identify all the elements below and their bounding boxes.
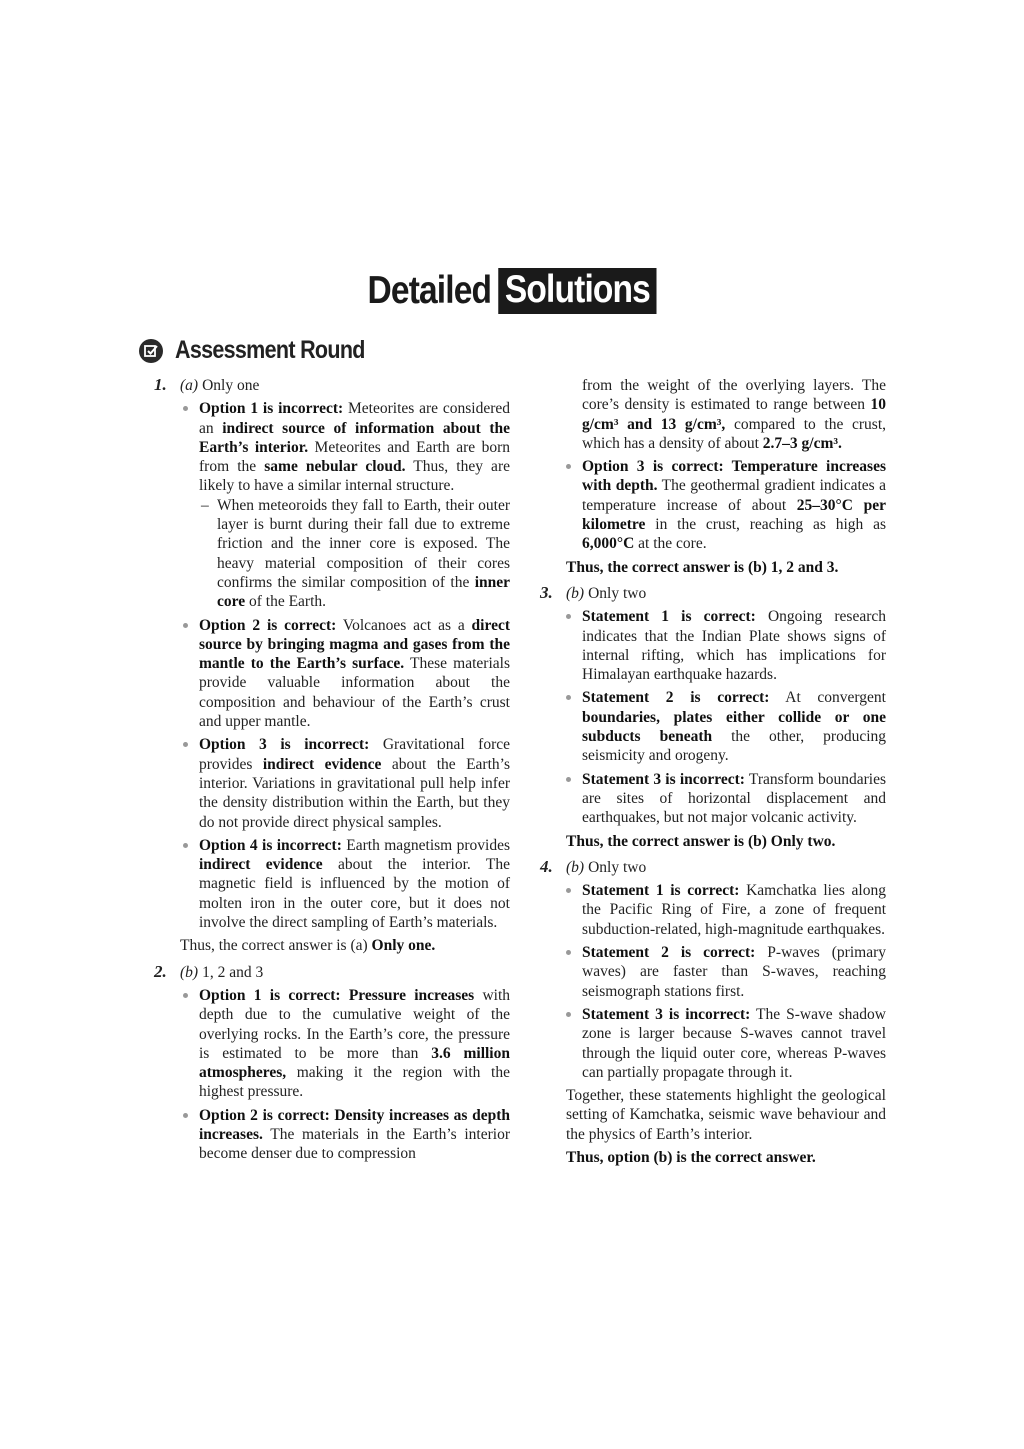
page-title (367, 268, 656, 314)
title-word-solutions: Solutions (498, 268, 657, 314)
answer-text: Only one (202, 377, 260, 394)
bullet-lead: Statement 3 is incorrect: (582, 770, 745, 788)
paragraph-bold: 2.7–3 g/cm³. (762, 434, 842, 452)
question-2-continued (540, 376, 886, 577)
bullet-text: Transform boundaries are sites of horizontal displacement and earthquakes, but not major volcanic activity. (582, 770, 887, 827)
bullet-bold: Temperature increases with depth. (582, 458, 886, 495)
bullet-text: Kamchatka lies along the Pacific Ring of Fire, a zone of frequent subduction-related, high-magnitude earthquakes. (582, 882, 886, 938)
list-item (154, 836, 510, 932)
bullet-bold: indirect evidence (199, 856, 323, 874)
list-item (154, 616, 510, 732)
bullet-lead: Option 3 is incorrect: (199, 736, 370, 754)
answer-bold: Thus, the correct answer is (b) (566, 832, 771, 850)
bullet-bold: 25–30°C per kilometre (582, 496, 886, 534)
answer-text: 1, 2 and 3 (202, 963, 264, 981)
sub-text: When meteoroids they fall to Earth, their outer layer is burnt during their fall due to extreme friction and the inner core is exposed. The heavy material composition of their cores confirms the similar composition of the (217, 496, 510, 591)
sub-list (199, 496, 510, 612)
question-header (540, 583, 886, 603)
bullet-lead: Statement 2 is correct: (582, 944, 756, 962)
paragraph-text: from the weight of the overlying layers. The core’s density is estimated to range between (582, 377, 886, 414)
list-item (540, 943, 886, 1001)
list-item (154, 986, 510, 1102)
bullet-lead: Option 1 is correct: (199, 986, 341, 1004)
continued-paragraph (540, 376, 886, 453)
question-1 (154, 375, 510, 956)
bullet-lead: Option 4 is incorrect: (199, 836, 342, 854)
sub-list-item (199, 496, 510, 612)
answer-bold: Thus, option (b) is the correct answer. (566, 1148, 816, 1166)
bullet-text: Thus, they are likely to have a similar internal structure. (199, 458, 510, 495)
sub-bold: inner core (217, 573, 510, 611)
question-number: 2. (154, 961, 167, 981)
bullet-text: Meteorites and Earth are born from the (199, 438, 510, 476)
bullet-bold: indirect evidence (262, 755, 382, 773)
check-clipboard-icon (139, 339, 163, 363)
list-item (540, 770, 886, 828)
answer-option: (b) (566, 584, 585, 602)
summary-paragraph: Together, these statements highlight the geological setting of Kamchatka, seismic wave behaviour and the physics of Earth’s interior. (566, 1087, 886, 1143)
bullet-text: with depth due to the cumulative weight of the overlying rocks. In the Earth’s core, the pressure is estimated to be more than (199, 986, 511, 1062)
bullet-lead: Option 2 is correct: (199, 616, 337, 634)
explanation-list (540, 457, 886, 553)
page-title-wrap (0, 268, 1024, 314)
title-word-detailed: Detailed (367, 269, 491, 312)
bullet-bold: direct source by bringing magma and gases from the mantle to the Earth’s surface. (199, 616, 510, 673)
question-4 (540, 857, 886, 1167)
question-number: 4. (540, 856, 553, 876)
bullet-lead: Option 3 is correct: (582, 458, 724, 476)
question-3 (540, 583, 886, 851)
answer-bold: Only one. (371, 937, 436, 955)
answer-bold: Thus, the correct answer is (b) 1, 2 and 3. (566, 558, 839, 576)
list-item (540, 1005, 886, 1082)
question-header (540, 857, 886, 877)
answer-option: (b) (566, 858, 585, 876)
bullet-text: At convergent (769, 689, 886, 707)
bullet-text: about the interior. The magnetic field is influenced by the motion of molten iron in the outer core, but it does not involve the direct sampling of Earth’s materials. (199, 856, 510, 932)
list-item (540, 881, 886, 939)
answer-text: Only two (588, 584, 647, 602)
list-item (154, 1106, 510, 1164)
bullet-text: P-waves (primary waves) are faster than S-waves, reaching seismograph stations first. (582, 944, 886, 1000)
bullet-text: The geothermal gradient indicates a temperature increase of about (582, 477, 886, 514)
bullet-bold: Pressure increases (340, 986, 475, 1004)
answer-text: Only two (588, 858, 647, 876)
section-header (139, 336, 396, 365)
bullet-text: Meteorites are considered an (199, 400, 510, 437)
bullet-bold: 6,000°C (582, 535, 635, 553)
question-header (154, 962, 510, 982)
correct-answer (540, 558, 886, 577)
bullet-lead: Statement 1 is correct: (582, 882, 740, 900)
bullet-lead: Statement 1 is correct: (582, 608, 756, 626)
section-title: Assessment Round (175, 336, 365, 364)
explanation-list (540, 607, 886, 827)
list-item (540, 457, 886, 553)
correct-answer (540, 832, 886, 851)
bullet-text: in the crust, reaching as high as (645, 516, 886, 534)
left-column (154, 375, 510, 1170)
bullet-bold: indirect source of information about the Earth’s interior. (199, 419, 510, 456)
list-item (154, 735, 510, 831)
answer-option: (a) (180, 377, 199, 394)
sub-text: of the Earth. (245, 593, 327, 611)
bullet-text: Volcanoes act as a (336, 616, 472, 634)
answer-text: Thus, the correct answer is (a) (180, 937, 372, 955)
bullet-text: at the core. (634, 535, 707, 553)
bullet-text: The S-wave shadow zone is larger because S-waves cannot travel through the liquid outer core, whereas P-waves can partially propagate through it. (582, 1005, 886, 1081)
list-item (154, 399, 510, 611)
bullet-bold: 3.6 million atmospheres, (199, 1044, 510, 1082)
bullet-text: about the Earth’s interior. Variations in gravitational pull help infer the density distribution within the Earth, but they do not provide direct physical samples. (199, 755, 510, 831)
bullet-text: These materials provide valuable information about the composition and behaviour of the Earth’s crust and upper mantle. (199, 655, 510, 731)
bullet-bold: same nebular cloud. (264, 458, 406, 476)
paragraph-bold: 10 g/cm³ and 13 g/cm³, (582, 396, 886, 433)
question-number: 3. (540, 582, 553, 602)
right-column (540, 376, 886, 1173)
bullet-bold: boundaries, plates either collide or one subducts beneath (582, 708, 886, 746)
list-item (540, 607, 886, 684)
question-header (154, 375, 510, 395)
bullet-lead: Option 1 is incorrect: (199, 400, 344, 418)
question-2 (154, 962, 510, 1164)
correct-answer (154, 936, 510, 955)
question-number: 1. (154, 375, 167, 394)
list-item (540, 688, 886, 765)
bullet-lead: Option 2 is correct: (199, 1106, 330, 1124)
explanation-list (154, 986, 510, 1164)
answer-bold: Only two. (770, 832, 836, 850)
bullet-text: Gravitational force provides (199, 736, 510, 773)
bullet-text: The materials in the Earth’s interior become denser due to compression (199, 1125, 510, 1163)
answer-option: (b) (180, 963, 199, 981)
explanation-list (154, 399, 510, 932)
bullet-text: Earth magnetism provides (341, 836, 510, 854)
bullet-lead: Statement 3 is incorrect: (582, 1005, 751, 1023)
explanation-list (540, 881, 886, 1082)
bullet-text: making it the region with the highest pressure. (199, 1064, 510, 1101)
paragraph-text: compared to the crust, which has a density of about (582, 415, 887, 452)
bullet-bold: Density increases as depth increases. (199, 1106, 510, 1143)
bullet-lead: Statement 2 is correct: (582, 689, 770, 707)
bullet-text: Ongoing research indicates that the Indian Plate shows signs of internal rifting, which has implications for Himalayan earthquake hazards. (582, 608, 886, 684)
bullet-text: the other, producing seismicity and orogeny. (582, 728, 886, 765)
correct-answer (540, 1148, 886, 1167)
